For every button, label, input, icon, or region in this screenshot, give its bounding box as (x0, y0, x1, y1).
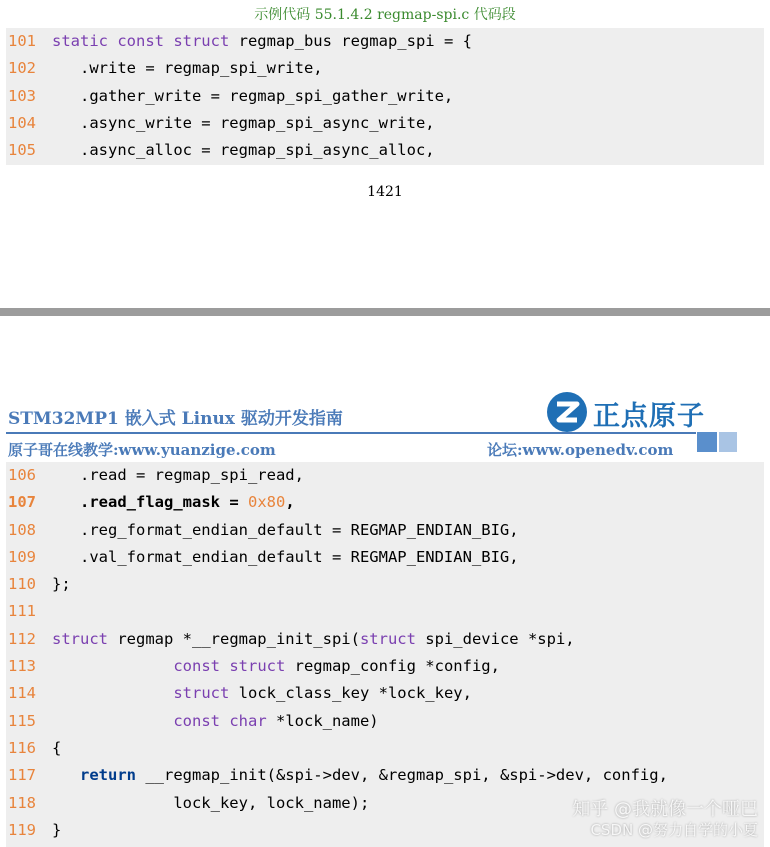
code-token: .async_alloc = regmap_spi_async_alloc, (52, 141, 435, 160)
code-token: .read = regmap_spi_read, (52, 466, 304, 484)
code-token: .write = regmap_spi_write, (52, 59, 323, 78)
code-line (6, 708, 764, 735)
code-line (6, 489, 764, 516)
watermark (572, 800, 758, 840)
code-token: struct (359, 629, 416, 648)
line-number: 111 (8, 602, 36, 621)
line-number: 114 (8, 684, 36, 703)
code-line (6, 544, 764, 571)
header-forum-link[interactable]: 论坛:www.openedv.com (487, 441, 674, 459)
line-number: 103 (8, 86, 36, 105)
code-token: lock_class_key *lock_key, (229, 684, 472, 703)
code-token: .gather_write = regmap_spi_gather_write, (52, 86, 454, 105)
code-line (6, 517, 764, 544)
code-token: , (285, 493, 295, 512)
line-number: 119 (8, 820, 36, 839)
line-number: 105 (8, 141, 36, 160)
code-line (6, 680, 764, 707)
code-line (6, 735, 764, 762)
line-number: 108 (8, 520, 36, 539)
header-accent-dark (697, 432, 717, 452)
code-token: 0x80 (247, 493, 286, 512)
code-token: const char (173, 711, 267, 730)
code-line (6, 598, 764, 625)
line-number: 112 (8, 629, 36, 648)
header-rule (6, 432, 696, 434)
brand-logo (545, 390, 725, 434)
code-token: = (219, 493, 248, 512)
line-number: 102 (8, 59, 36, 78)
line-number: 113 (8, 657, 36, 676)
code-token: .val_format_endian_default = REGMAP_ENDIAN_BIG, (52, 547, 519, 566)
code-line (6, 626, 764, 653)
code-line (6, 83, 764, 110)
code-token: { (52, 738, 62, 757)
page-number: 1421 (367, 184, 403, 200)
code-token: .reg_format_endian_default = REGMAP_ENDIAN_BIG, (52, 520, 519, 539)
line-number: 116 (8, 738, 36, 757)
code-token (52, 712, 173, 730)
watermark-zhihu: 知乎 @我就像一个哑巴 (572, 799, 758, 820)
line-number: 101 (8, 32, 36, 50)
code-caption: 示例代码 55.1.4.2 regmap-spi.c 代码段 (254, 7, 516, 23)
code-block-top (6, 28, 764, 165)
code-line (6, 137, 764, 164)
code-line (6, 462, 764, 489)
line-number: 107 (8, 493, 36, 512)
code-block-bottom (6, 462, 764, 847)
code-token: static const struct (52, 32, 230, 50)
code-token: } (52, 820, 62, 839)
code-line (6, 762, 764, 789)
code-token: regmap *__regmap_init_spi( (108, 629, 360, 648)
code-token: }; (52, 575, 71, 594)
header-accent-light (719, 432, 737, 452)
code-token: *lock_name) (266, 711, 379, 730)
code-token (52, 657, 173, 675)
code-token (52, 493, 80, 511)
code-token: spi_device *spi, (415, 629, 575, 648)
code-token (52, 766, 80, 784)
line-number: 109 (8, 547, 36, 566)
line-number: 118 (8, 793, 36, 812)
logo-text: 正点原子 (593, 401, 705, 432)
watermark-csdn: CSDN @努力自学的小夏 (590, 821, 758, 839)
code-line (6, 55, 764, 82)
code-token: lock_key, lock_name); (52, 793, 370, 812)
page-separator (0, 308, 770, 316)
code-token: return (80, 766, 136, 785)
code-token: .async_write = regmap_spi_async_write, (52, 113, 435, 132)
code-token: regmap_config *config, (285, 657, 500, 676)
code-token: regmap_bus regmap_spi = { (229, 32, 472, 50)
line-number: 115 (8, 711, 36, 730)
line-number: 117 (8, 766, 36, 785)
code-token (52, 684, 173, 702)
code-token: .read_flag_mask (80, 493, 220, 512)
line-number: 110 (8, 575, 36, 594)
header-website-link[interactable]: 原子哥在线教学:www.yuanzige.com (8, 441, 276, 459)
code-line (6, 571, 764, 598)
code-token: __regmap_init(&spi->dev, &regmap_spi, &spi->dev, config, (136, 766, 668, 785)
code-token: struct (52, 629, 108, 648)
code-token: const struct (173, 657, 286, 676)
code-line (6, 110, 764, 137)
code-line (6, 653, 764, 680)
logo-icon (545, 390, 589, 434)
code-token: struct (173, 684, 230, 703)
line-number: 106 (8, 466, 36, 484)
line-number: 104 (8, 113, 36, 132)
code-line (6, 28, 764, 55)
page-header-title: STM32MP1 嵌入式 Linux 驱动开发指南 (8, 409, 343, 429)
